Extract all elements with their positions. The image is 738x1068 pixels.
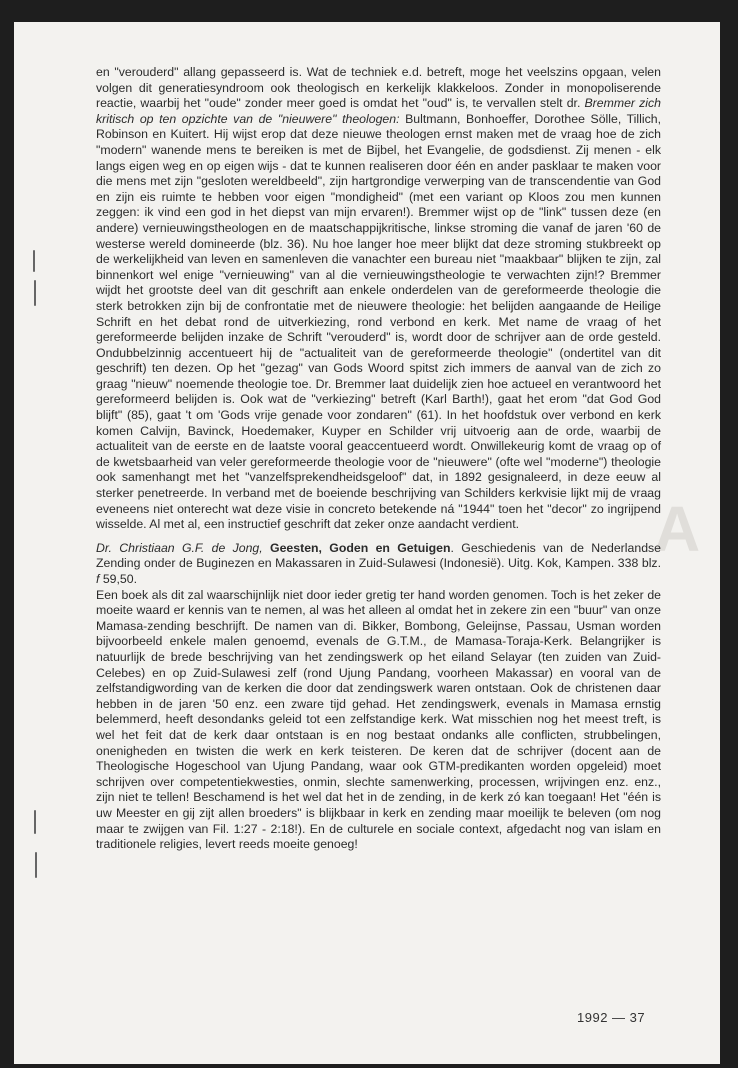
price-sign: f: [96, 572, 100, 586]
review-heading: [96, 541, 661, 588]
review-author: Dr. Christiaan G.F. de Jong,: [96, 540, 263, 555]
book-details: . Geschiedenis van de Nederlandse Zending onder de Buginezen en Makassaren in Zuid-Sulawesi (Indonesië). Uitg. Kok, Kampen. 338 blz.: [96, 540, 662, 571]
show-through-ghost: A: [654, 493, 701, 565]
page-number: 1992 — 37: [577, 1010, 646, 1025]
page: [14, 22, 720, 1064]
margin-mark: [34, 810, 36, 834]
book-title: Geesten, Goden en Getuigen: [262, 540, 451, 555]
body-text: [96, 65, 661, 853]
review-continuation: en "verouderd" allang gepasseerd is. Wat de techniek e.d. betreft, moge het veelszins opgaan, velen volgen dit generatiesyndroom ook theologisch en kerkelijk klakkeloos. Zonder in monopoliserende reactie, waarbij het "oude" zonder meer goed is omdat het "oud" is, te vervallen stelt dr. Bremmer zich kritisch op ten opzichte van de "nieuwere" theologen: Bultmann, Bonhoeffer, Dorothee Sölle, Tillich, Robinson en Kuitert. Hij wijst erop dat deze nieuwe theologen ernst maken met de vraag hoe de zich "modern" wanende mens te bereiken is met de Bijbel, het Evangelie, de godsdienst. Zij menen - elk langs eigen weg en op eigen wijs - dat te kunnen realiseren door één en ander pasklaar te maken voor die mens met zijn "gesloten wereldbeeld", zijn hartgrondige verwerping van de transcendentie van God en zijn eis ruimte te hebben voor eigen "mondigheid" (met een variant op Kloos zou men kunnen zeggen: ik vind een god in het diepst van mijn ervaren!). Bremmer wijst op de "link" tussen deze (en andere) vernieuwingstheologen en de maatschappijkritische, linkse stroming die vanaf de jaren '60 de westerse wereld domineerde (blz. 36). Nu hoe langer hoe meer blijkt dat deze stroming stukbreekt op de werkelijkheid van leven en samenleven die vanachter een bureau niet "maakbaar" blijken te zijn, zal binnenkort wel enige "vernieuwing" van al die vernieuwingstheologie te verwachten zijn!? Bremmer wijdt het grootste deel van dit geschrift aan enkele onderdelen van de gereformeerde theologie die sterk betrokken zijn bij de confrontatie met de nieuwere theologie: het belijden aangaande de Heilige Schrift en het debat rond de uitverkiezing, rond verbond en kerk. Met name de vraag of het gereformeerde belijden inzake de Schrift "verouderd" is, wordt door de schrijver aan de orde gesteld. Ondubbelzinnig accentueert hij de "actualiteit van de gereformeerde theologie" (ondertitel van dit geschrift) ten dezen. Op het "gezag" van Gods Woord spitst zich immers de aanval van de zich zo graag "nieuw" noemende theologie toe. Dr. Bremmer laat duidelijk zien hoe actueel en verantwoord het gereformeerd belijden is. Ook wat de "verkiezing" betreft (Karl Barth!), gaat het erom "dat God God blijft" (85), gaat 't om 'Gods vrije genade voor zondaren" (61). In het hoofdstuk over verbond en kerk komen Calvijn, Bavinck, Hoedemaker, Kuyper en Schilder vrij uitvoerig aan de orde, waarbij de actualiteit van de eerste en de laatste vooral geaccentueerd wordt. Onwillekeurig komt de vraag op of de kwetsbaarheid van veler gereformeerde theologie voor de "nieuwere" (ofte wel "moderne") theologie ook samenhangt met het "vanzelfsprekendheidsgeloof" dat, in 1892 gesignaleerd, in deze eeuw al sterker penetreerde. In verband met de boeiende beschrijving van Schilders kerkvisie lijkt mij de vraag eveneens niet onterecht wat deze visie in concreto betekende ná "1944" toen het "decor" zo ingrijpend wisselde. Al met al, een instructief geschrift dat zeker onze aandacht verdient.: [96, 65, 662, 532]
margin-mark: [35, 852, 37, 878]
margin-mark: [33, 250, 35, 272]
book-price: 59,50.: [99, 572, 138, 586]
margin-mark: [34, 280, 36, 306]
review-body: Een boek als dit zal waarschijnlijk niet door ieder gretig ter hand worden genomen. Toch is het zeker de moeite waard er kennis van te nemen, al was het alleen al omdat het in zekere zin een "buur" van onze Mamasa-zending beschrijft. De namen van di. Bikker, Bombong, Geleijnse, Passau, Usman worden bijvoorbeeld enkele malen genoemd, evenals de G.T.M., de Mamasa-Toraja-Kerk. Belangrijker is natuurlijk de brede beschrijving van het zendingswerk op het eiland Selayar (ten zuiden van Zuid-Celebes) en op Zuid-Sulawesi zelf (rond Ujung Pandang, voorheen Makassar) en vooral van de zelfstandigwording van de kerken die door dat zendingswerk waren ontstaan. Ook de christenen daar hebben in de jaren '50 enz. een zware tijd gehad. Het zendingswerk, evenals in Mamasa ernstig belemmerd, heeft desondanks geleid tot een zelfstandige kerk. Wat misschien nog het meest treft, is wel het feit dat de kerk daar ontstaan is en nog bestaat ondanks alle conflicten, strubbelingen, onenigheden en twisten die werk en kerk teisteren. De keren dat de schrijver (docent aan de Theologische Hogeschool van Ujung Pandang, waar ook GTM-predikanten worden opgeleid) moet schrijven over competentiekwesties, onmin, slechte samenwerking, processen, wrijvingen enz. enz., zijn niet te tellen! Beschamend is het wel dat het in de zending, in de kerk zó kan toegaan! Het "één is uw Meester en gij zijt allen broeders" is blijkbaar in kerk en zending maar moeilijk te beleven (om nog maar te zwijgen van Fil. 1:27 - 2:18!). En de culturele en sociale context, afgedacht nog van islam en traditionele religies, levert reeds moeite genoeg!: [96, 587, 661, 852]
